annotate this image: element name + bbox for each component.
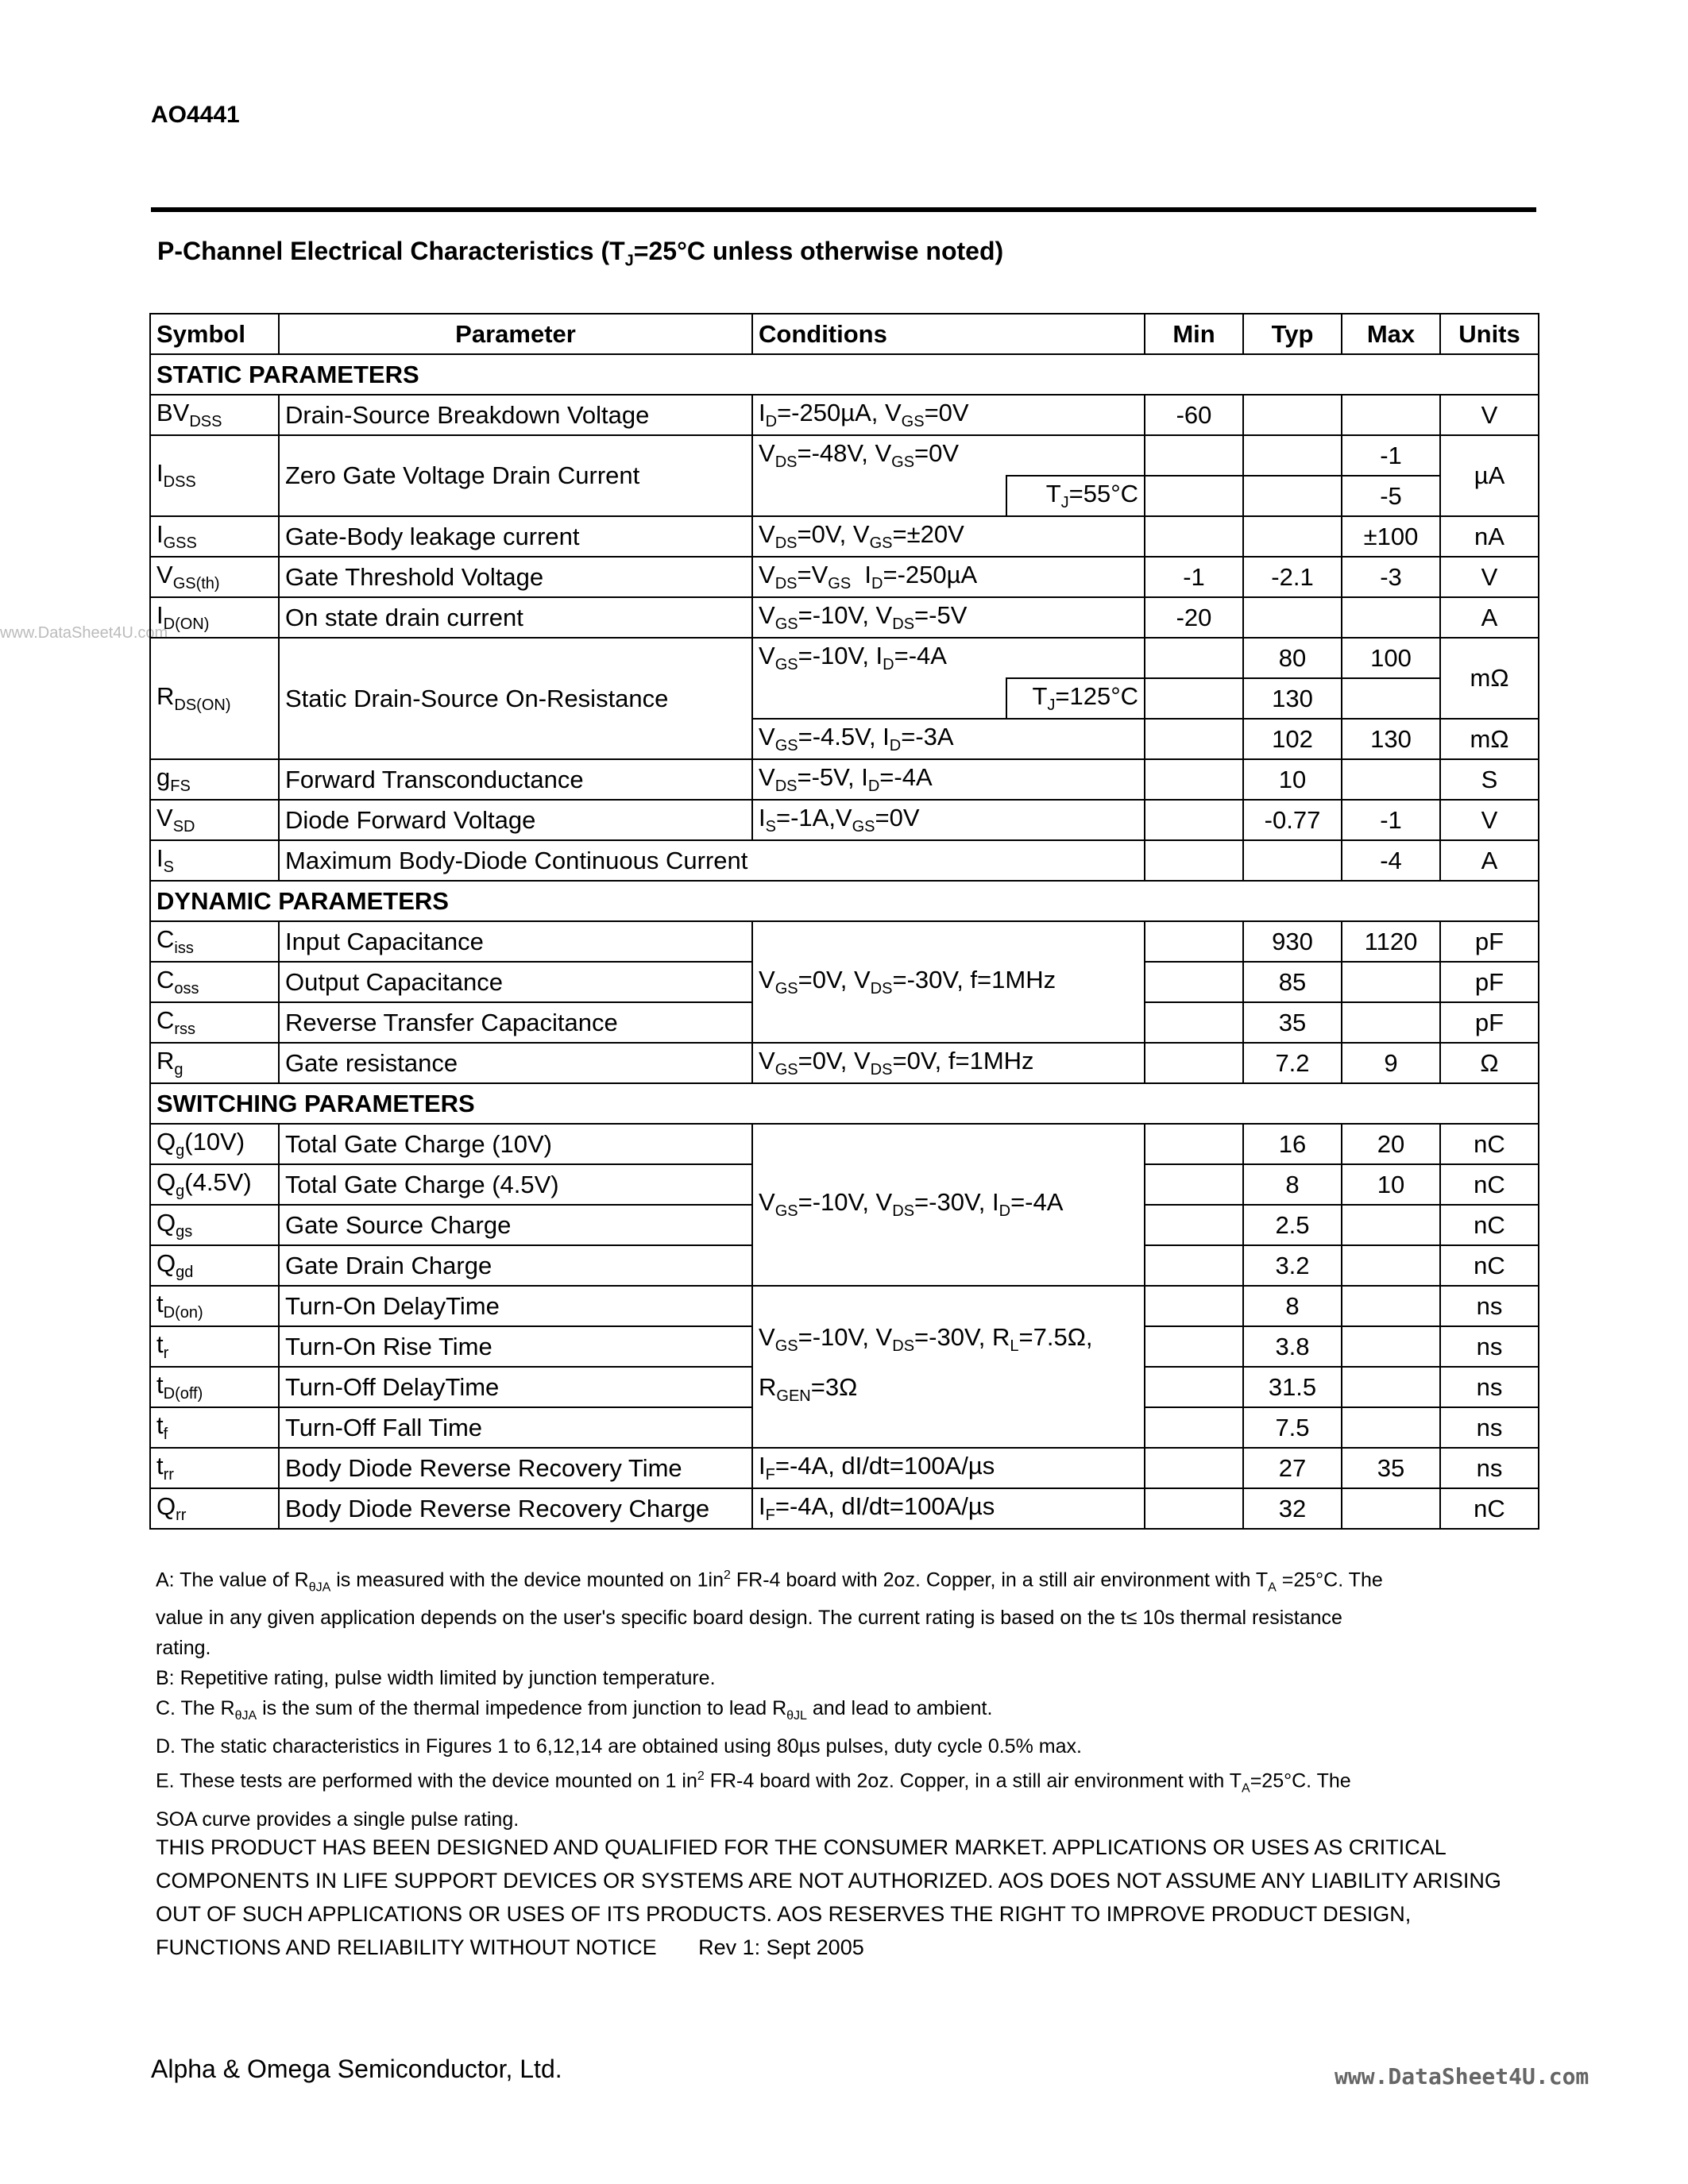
parameter-cell: Maximum Body-Diode Continuous Current — [279, 840, 1145, 881]
min-cell: -20 — [1145, 597, 1243, 638]
typ-cell: 3.8 — [1243, 1326, 1342, 1367]
table-row — [150, 1448, 1539, 1488]
units-cell: ns — [1440, 1448, 1539, 1488]
parameter-cell: Input Capacitance — [279, 921, 752, 962]
min-cell — [1145, 1164, 1243, 1205]
min-cell — [1145, 1002, 1243, 1043]
note-e-line-2: SOA curve provides a single pulse rating. — [156, 1808, 520, 1831]
disclaimer-line: FUNCTIONS AND RELIABILITY WITHOUT NOTICE Rev 1: Sept 2005 — [156, 1935, 864, 1959]
conditions-cell: $V_{GS}=-10V$, $I_D=-4A$ — [752, 638, 1145, 678]
symbol-cell: $V_{GS(th)}$ — [150, 557, 279, 597]
conditions-cell: $V_{GS}=0V$, $V_{DS}=-30V$, f=1MHz — [752, 921, 1145, 1043]
units-cell: V — [1440, 557, 1539, 597]
min-cell: -60 — [1145, 395, 1243, 435]
typ-cell: 10 — [1243, 759, 1342, 800]
units-cell: ns — [1440, 1407, 1539, 1448]
max-cell — [1342, 1326, 1440, 1367]
min-cell — [1145, 1448, 1243, 1488]
symbol-cell: $Q_{gd}$ — [150, 1245, 279, 1286]
min-cell — [1145, 516, 1243, 557]
col-header-parameter: Parameter — [279, 314, 752, 354]
max-cell — [1342, 395, 1440, 435]
section-static: STATIC PARAMETERS — [150, 354, 1539, 395]
parameter-cell: Drain-Source Breakdown Voltage — [279, 395, 752, 435]
units-cell: nC — [1440, 1164, 1539, 1205]
min-cell — [1145, 678, 1243, 719]
parameter-cell: Turn-Off DelayTime — [279, 1367, 752, 1407]
typ-cell: 16 — [1243, 1124, 1342, 1164]
col-header-units: Units — [1440, 314, 1539, 354]
min-cell — [1145, 1205, 1243, 1245]
symbol-cell: $R_g$ — [150, 1043, 279, 1083]
table-row — [150, 921, 1539, 962]
max-cell — [1342, 597, 1440, 638]
max-cell: -1 — [1342, 800, 1440, 840]
section-switching: SWITCHING PARAMETERS — [150, 1083, 1539, 1124]
symbol-cell: $C_{oss}$ — [150, 962, 279, 1002]
conditions-cell: $V_{GS}=-10V$, $V_{DS}=-5V$ — [752, 597, 1145, 638]
max-cell — [1342, 678, 1440, 719]
parameter-cell: Diode Forward Voltage — [279, 800, 752, 840]
min-cell — [1145, 476, 1243, 516]
typ-cell: 930 — [1243, 921, 1342, 962]
electrical-characteristics-table — [149, 313, 1539, 1530]
max-cell: -4 — [1342, 840, 1440, 881]
typ-cell: 32 — [1243, 1488, 1342, 1529]
parameter-cell: Gate-Body leakage current — [279, 516, 752, 557]
note-b: B: Repetitive rating, pulse width limited by junction temperature. — [156, 1667, 716, 1690]
conditions-cell: $V_{GS}=0V$, $V_{DS}=0V$, f=1MHz — [752, 1043, 1145, 1083]
table-row — [150, 557, 1539, 597]
company-name: Alpha & Omega Semiconductor, Ltd. — [151, 2055, 562, 2083]
units-cell: nC — [1440, 1205, 1539, 1245]
col-header-conditions: Conditions — [752, 314, 1145, 354]
disclaimer — [156, 1831, 1554, 1964]
table-row — [150, 1286, 1539, 1326]
typ-cell: 8 — [1243, 1286, 1342, 1326]
conditions-spacer — [752, 476, 1006, 516]
disclaimer-line: OUT OF SUCH APPLICATIONS OR USES OF ITS PRODUCTS. AOS RESERVES THE RIGHT TO IMPROVE PRODUCT DESIGN, — [156, 1902, 1412, 1926]
typ-cell: 2.5 — [1243, 1205, 1342, 1245]
parameter-cell: Gate Threshold Voltage — [279, 557, 752, 597]
symbol-cell: $V_{SD}$ — [150, 800, 279, 840]
units-cell: nC — [1440, 1245, 1539, 1286]
min-cell — [1145, 1488, 1243, 1529]
max-cell — [1342, 1367, 1440, 1407]
min-cell — [1145, 840, 1243, 881]
symbol-cell: $I_{GSS}$ — [150, 516, 279, 557]
side-watermark: www.DataSheet4U.com — [0, 624, 168, 642]
conditions-cell: $T_J=125^\circ C$ — [1006, 678, 1145, 719]
symbol-cell: $t_f$ — [150, 1407, 279, 1448]
typ-cell: 80 — [1243, 638, 1342, 678]
conditions-cell: $V_{DS}=0V$, $V_{GS}=\pm 20V$ — [752, 516, 1145, 557]
typ-cell — [1243, 476, 1342, 516]
min-cell — [1145, 921, 1243, 962]
conditions-cell: $V_{GS}=-4.5V$, $I_D=-3A$ — [752, 719, 1145, 759]
max-cell — [1342, 1488, 1440, 1529]
typ-cell — [1243, 395, 1342, 435]
typ-cell — [1243, 516, 1342, 557]
conditions-cell: $T_J=55^\circ C$ — [1006, 476, 1145, 516]
parameter-cell: Turn-On Rise Time — [279, 1326, 752, 1367]
units-cell: mΩ — [1440, 638, 1539, 719]
conditions-cell: $V_{GS}=-10V$, $V_{DS}=-30V$, $R_L=7.5\Omega$, $R_{GEN}=3\Omega$ — [752, 1286, 1145, 1448]
typ-cell — [1243, 597, 1342, 638]
typ-cell: 7.5 — [1243, 1407, 1342, 1448]
conditions-cell: $I_S=-1A,V_{GS}=0V$ — [752, 800, 1145, 840]
note-e-line-1: E. These tests are performed with the device mounted on 1 $in^2$ FR-4 board with 2oz. Copper, in a still air environment with $T_A=25^\circ C$. The — [156, 1769, 1351, 1796]
conditions-cell: $V_{DS}=V_{GS}$ $I_D=-250\mu A$ — [752, 557, 1145, 597]
typ-cell: -0.77 — [1243, 800, 1342, 840]
max-cell — [1342, 962, 1440, 1002]
disclaimer-line: COMPONENTS IN LIFE SUPPORT DEVICES OR SYSTEMS ARE NOT AUTHORIZED. AOS DOES NOT ASSUME ANY LIABILITY ARISING — [156, 1869, 1501, 1893]
conditions-cell: $V_{GS}=-10V$, $V_{DS}=-30V$, $I_D=-4A$ — [752, 1124, 1145, 1286]
part-number: AO4441 — [151, 102, 240, 128]
max-cell: 100 — [1342, 638, 1440, 678]
conditions-cell: $I_D=-250\mu A$, $V_{GS}=0V$ — [752, 395, 1145, 435]
max-cell — [1342, 759, 1440, 800]
table-row — [150, 435, 1539, 476]
min-cell — [1145, 800, 1243, 840]
max-cell: 130 — [1342, 719, 1440, 759]
footnotes — [156, 1561, 1546, 1835]
units-cell: pF — [1440, 921, 1539, 962]
max-cell — [1342, 1002, 1440, 1043]
table-row — [150, 395, 1539, 435]
units-cell: nA — [1440, 516, 1539, 557]
parameter-cell: Zero Gate Voltage Drain Current — [279, 435, 752, 516]
parameter-cell: Body Diode Reverse Recovery Time — [279, 1448, 752, 1488]
symbol-cell: $t_{D(off)}$ — [150, 1367, 279, 1407]
note-a-line-1: A: The value of $R_{\theta JA}$ is measured with the device mounted on $1in^2$ FR-4 board with 2oz. Copper, in a still air environment with $T_A =25^\circ C$. The — [156, 1569, 1383, 1595]
max-cell: 1120 — [1342, 921, 1440, 962]
table-row — [150, 597, 1539, 638]
parameter-cell: Turn-On DelayTime — [279, 1286, 752, 1326]
table-row — [150, 1488, 1539, 1529]
note-a-line-3: rating. — [156, 1637, 211, 1660]
footer-watermark: www.DataSheet4U.com — [1335, 2063, 1590, 2089]
symbol-cell: $Q_{gs}$ — [150, 1205, 279, 1245]
symbol-cell: $Q_g(4.5V)$ — [150, 1164, 279, 1205]
max-cell: 9 — [1342, 1043, 1440, 1083]
typ-cell — [1243, 435, 1342, 476]
typ-cell: 35 — [1243, 1002, 1342, 1043]
col-header-max: Max — [1342, 314, 1440, 354]
units-cell: nC — [1440, 1124, 1539, 1164]
symbol-cell: $C_{iss}$ — [150, 921, 279, 962]
parameter-cell: Gate Drain Charge — [279, 1245, 752, 1286]
symbol-cell: $t_r$ — [150, 1326, 279, 1367]
table-row — [150, 759, 1539, 800]
typ-cell: 102 — [1243, 719, 1342, 759]
table-row — [150, 1124, 1539, 1164]
units-cell: pF — [1440, 962, 1539, 1002]
min-cell — [1145, 1367, 1243, 1407]
units-cell: nC — [1440, 1488, 1539, 1529]
units-cell: ns — [1440, 1367, 1539, 1407]
conditions-cell: $V_{DS}=-48V$, $V_{GS}=0V$ — [752, 435, 1145, 476]
max-cell — [1342, 1286, 1440, 1326]
symbol-cell: $BV_{DSS}$ — [150, 395, 279, 435]
parameter-cell: Gate Source Charge — [279, 1205, 752, 1245]
symbol-cell: $t_{rr}$ — [150, 1448, 279, 1488]
min-cell — [1145, 962, 1243, 1002]
min-cell — [1145, 1124, 1243, 1164]
symbol-cell: $I_{DSS}$ — [150, 435, 279, 516]
symbol-cell: $Q_{rr}$ — [150, 1488, 279, 1529]
section-dynamic: DYNAMIC PARAMETERS — [150, 881, 1539, 921]
symbol-cell: $g_{FS}$ — [150, 759, 279, 800]
parameter-cell: Static Drain-Source On-Resistance — [279, 638, 752, 759]
col-header-symbol: Symbol — [150, 314, 279, 354]
max-cell — [1342, 1205, 1440, 1245]
units-cell: ns — [1440, 1326, 1539, 1367]
min-cell: -1 — [1145, 557, 1243, 597]
typ-cell — [1243, 840, 1342, 881]
parameter-cell: Body Diode Reverse Recovery Charge — [279, 1488, 752, 1529]
min-cell — [1145, 1407, 1243, 1448]
conditions-spacer — [752, 678, 1006, 719]
col-header-min: Min — [1145, 314, 1243, 354]
symbol-cell: $I_{D(ON)}$ — [150, 597, 279, 638]
units-cell: S — [1440, 759, 1539, 800]
units-cell: V — [1440, 800, 1539, 840]
typ-cell: 130 — [1243, 678, 1342, 719]
symbol-cell: $t_{D(on)}$ — [150, 1286, 279, 1326]
table-row — [150, 800, 1539, 840]
max-cell: -5 — [1342, 476, 1440, 516]
max-cell — [1342, 1407, 1440, 1448]
table-row — [150, 638, 1539, 678]
max-cell: 20 — [1342, 1124, 1440, 1164]
units-cell: A — [1440, 597, 1539, 638]
max-cell: -3 — [1342, 557, 1440, 597]
max-cell: 10 — [1342, 1164, 1440, 1205]
table-row — [150, 516, 1539, 557]
parameter-cell: Turn-Off Fall Time — [279, 1407, 752, 1448]
min-cell — [1145, 1286, 1243, 1326]
max-cell: ±100 — [1342, 516, 1440, 557]
min-cell — [1145, 759, 1243, 800]
table-row — [150, 1043, 1539, 1083]
parameter-cell: Reverse Transfer Capacitance — [279, 1002, 752, 1043]
units-cell: pF — [1440, 1002, 1539, 1043]
min-cell — [1145, 719, 1243, 759]
min-cell — [1145, 1245, 1243, 1286]
typ-cell: -2.1 — [1243, 557, 1342, 597]
min-cell — [1145, 435, 1243, 476]
max-cell: 35 — [1342, 1448, 1440, 1488]
conditions-cell: $I_F=-4A$, dI/dt=100A/µs — [752, 1488, 1145, 1529]
typ-cell: 7.2 — [1243, 1043, 1342, 1083]
conditions-cell: $V_{DS}=-5V$, $I_D=-4A$ — [752, 759, 1145, 800]
disclaimer-line: THIS PRODUCT HAS BEEN DESIGNED AND QUALIFIED FOR THE CONSUMER MARKET. APPLICATIONS OR USES AS CRITICAL — [156, 1835, 1447, 1859]
parameter-cell: Total Gate Charge (4.5V) — [279, 1164, 752, 1205]
max-cell: -1 — [1342, 435, 1440, 476]
units-cell: µA — [1440, 435, 1539, 516]
parameter-cell: Total Gate Charge (10V) — [279, 1124, 752, 1164]
header-rule — [151, 207, 1536, 212]
symbol-cell: $R_{DS(ON)}$ — [150, 638, 279, 759]
units-cell: Ω — [1440, 1043, 1539, 1083]
parameter-cell: On state drain current — [279, 597, 752, 638]
table-title: P-Channel Electrical Characteristics ($T_J=25^\circ C$ unless otherwise noted) — [157, 237, 1004, 270]
units-cell: mΩ — [1440, 719, 1539, 759]
typ-cell: 27 — [1243, 1448, 1342, 1488]
parameter-cell: Forward Transconductance — [279, 759, 752, 800]
min-cell — [1145, 638, 1243, 678]
symbol-cell: $Q_g(10V)$ — [150, 1124, 279, 1164]
typ-cell: 8 — [1243, 1164, 1342, 1205]
units-cell: V — [1440, 395, 1539, 435]
conditions-cell: $I_F=-4A$, dI/dt=100A/µs — [752, 1448, 1145, 1488]
note-c: C. The $R_{\theta JA}$ is the sum of the thermal impedence from junction to lead $R_{\theta JL}$ and lead to ambient. — [156, 1697, 993, 1723]
note-a-line-2: value in any given application depends on the user's specific board design. The current rating is based on the t≤ 10s thermal resistance — [156, 1607, 1342, 1630]
min-cell — [1145, 1326, 1243, 1367]
max-cell — [1342, 1245, 1440, 1286]
units-cell: ns — [1440, 1286, 1539, 1326]
symbol-cell: $I_S$ — [150, 840, 279, 881]
typ-cell: 85 — [1243, 962, 1342, 1002]
min-cell — [1145, 1043, 1243, 1083]
parameter-cell: Gate resistance — [279, 1043, 752, 1083]
col-header-typ: Typ — [1243, 314, 1342, 354]
note-d: D. The static characteristics in Figures 1 to 6,12,14 are obtained using 80µs pulses, duty cycle 0.5% max. — [156, 1735, 1082, 1758]
units-cell: A — [1440, 840, 1539, 881]
table-header-row — [150, 314, 1539, 354]
symbol-cell: $C_{rss}$ — [150, 1002, 279, 1043]
typ-cell: 31.5 — [1243, 1367, 1342, 1407]
parameter-cell: Output Capacitance — [279, 962, 752, 1002]
typ-cell: 3.2 — [1243, 1245, 1342, 1286]
table-row — [150, 840, 1539, 881]
